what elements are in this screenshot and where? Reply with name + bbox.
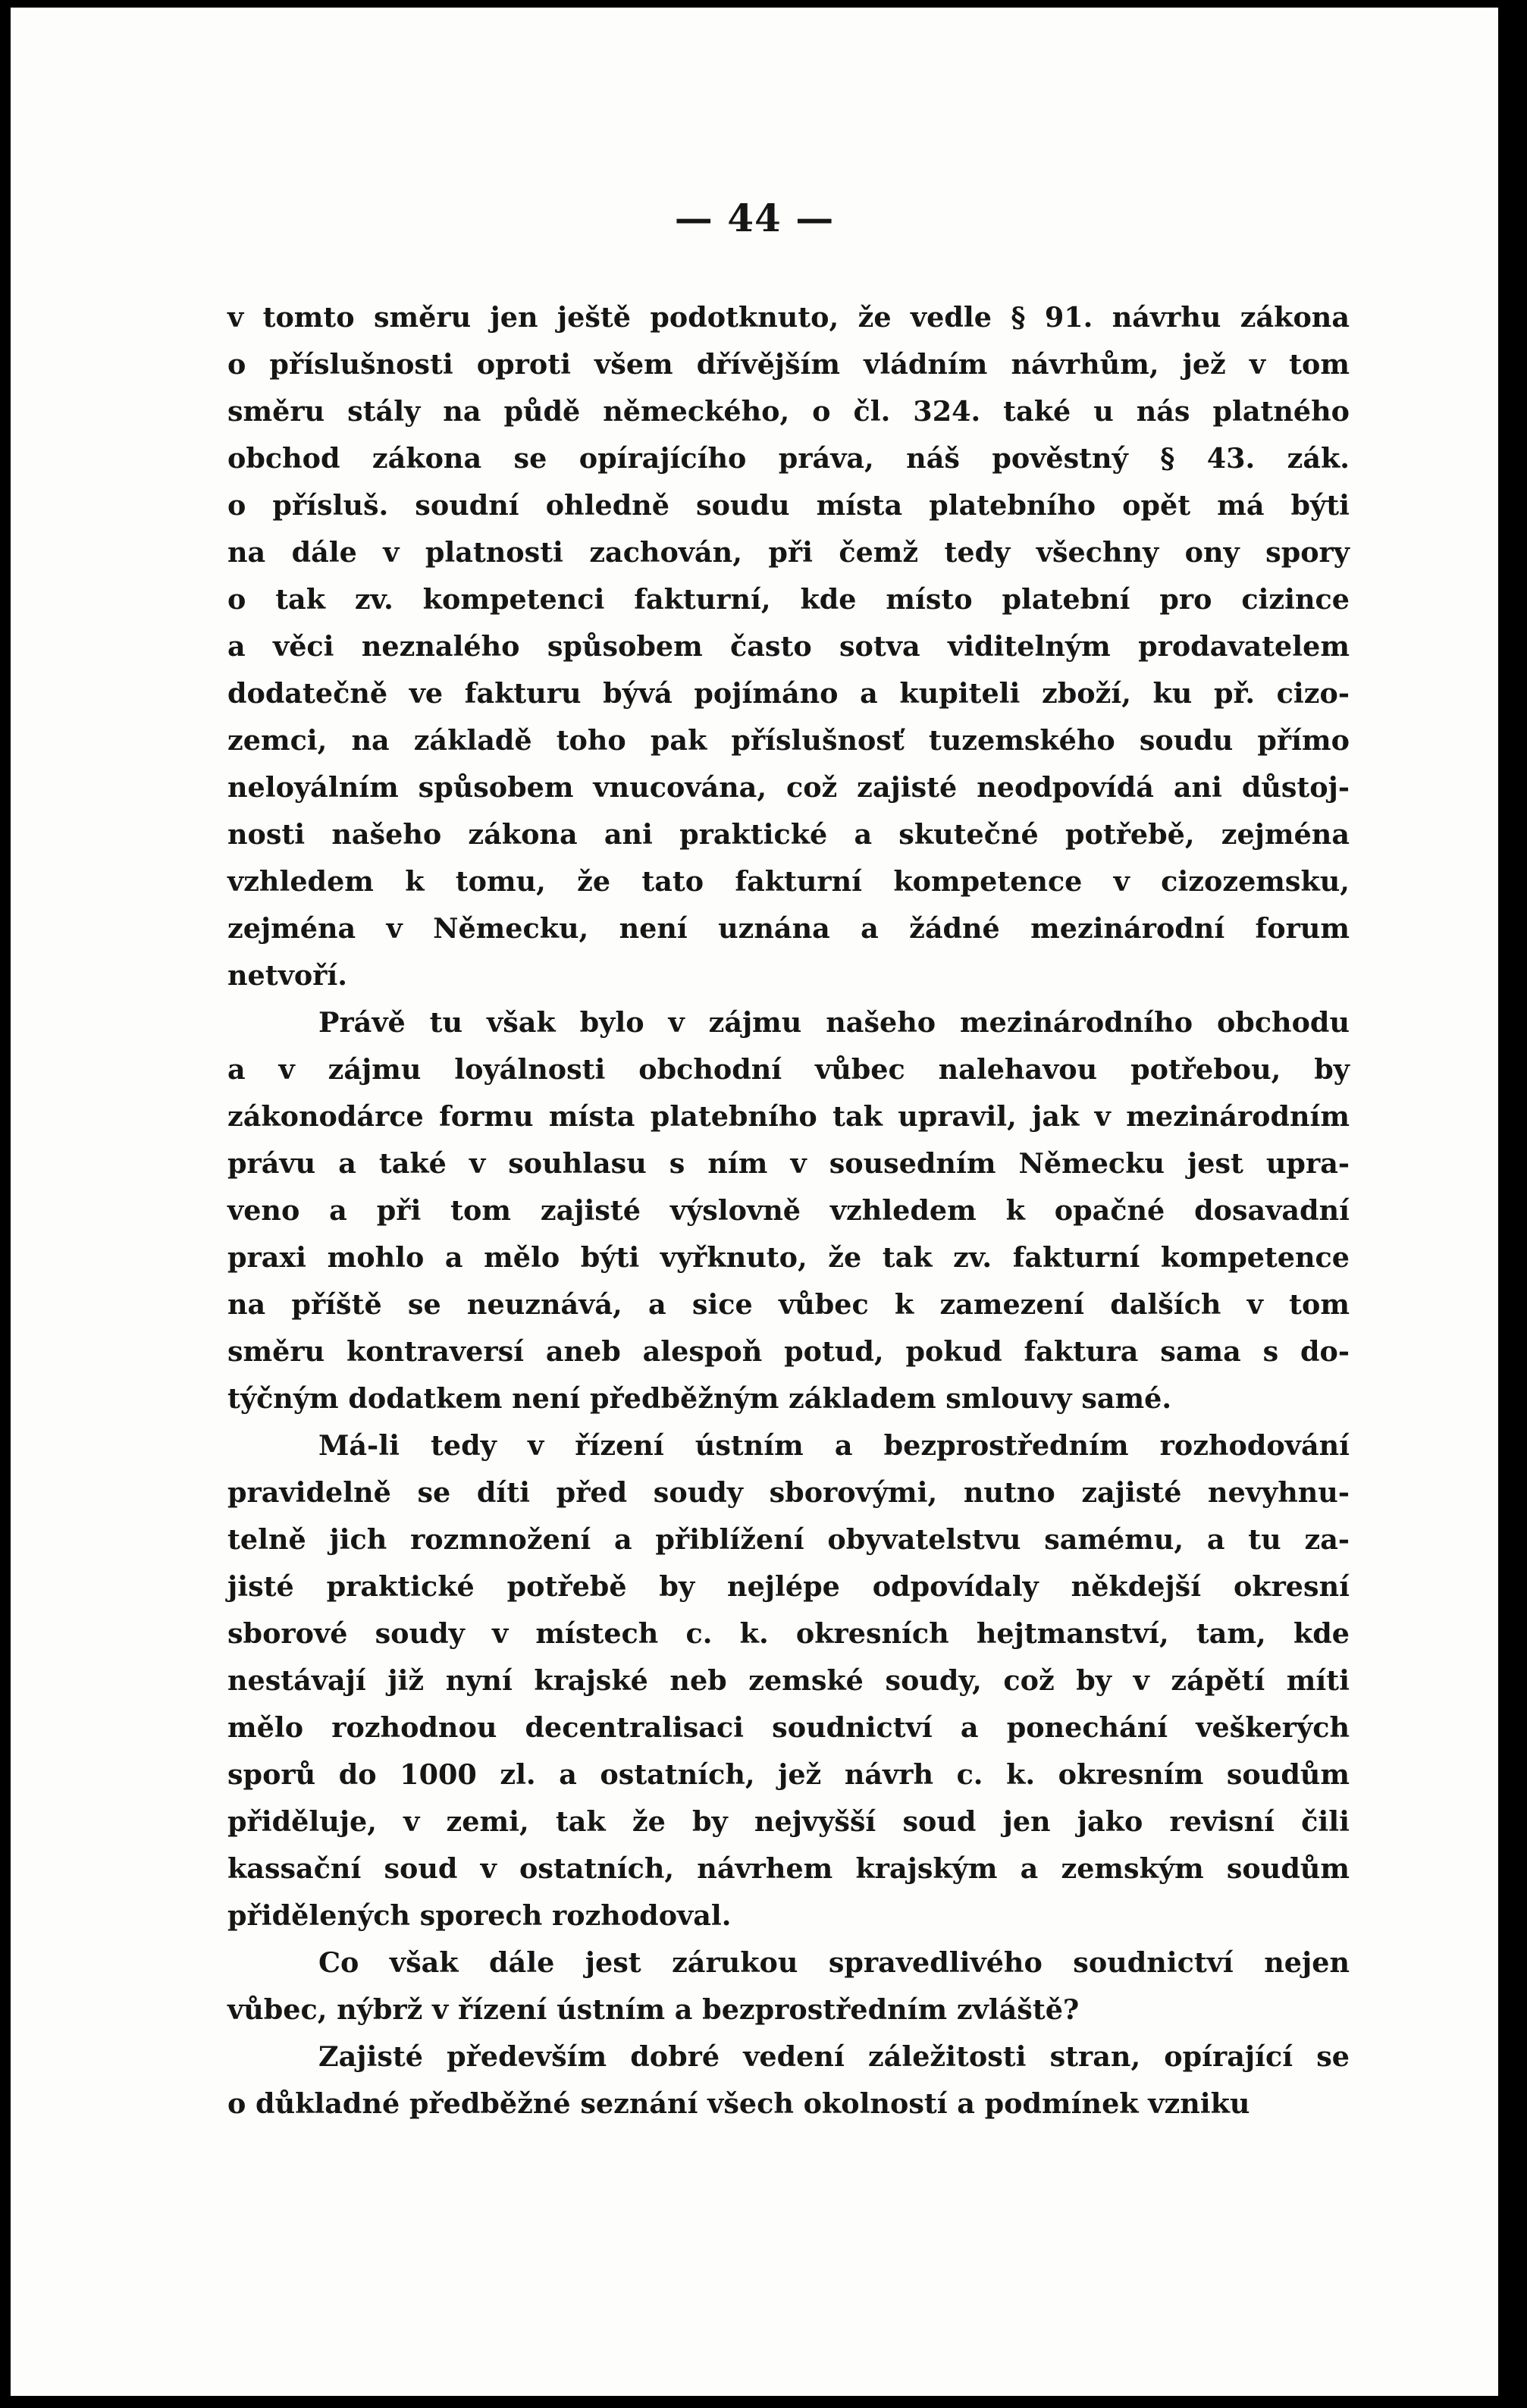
text-line: přidělených sporech rozhodoval. [227,1899,732,1932]
text-line: sporů do 1000 zl. a ostatních, jež návrh c. k. okresním soudům [227,1758,1350,1791]
page-number: — 44 — [674,196,835,240]
text-line: na příště se neuznává, a sice vůbec k zamezení dalších v tom [227,1288,1350,1321]
text-line: zemci, na základě toho pak příslušnosť tuzemského soudu přímo [227,724,1350,757]
text-line: Má-li tedy v řízení ústním a bezprostředním rozhodování [318,1429,1350,1462]
text-line: obchod zákona se opírajícího práva, náš pověstný § 43. zák. [227,442,1350,475]
text-line: sborové soudy v místech c. k. okresních hejtmanství, tam, kde [227,1617,1350,1650]
text-line: vzhledem k tomu, že tato fakturní kompetence v cizozemsku, [227,865,1350,898]
text-line: neloyálním spůsobem vnucována, což zajisté neodpovídá ani důstoj- [227,771,1350,804]
text-line: směru kontraversí aneb alespoň potud, pokud faktura sama s do- [227,1335,1350,1368]
text-line: dodatečně ve fakturu bývá pojímáno a kupiteli zboží, ku př. cizo- [227,677,1350,710]
text-line: kassační soud v ostatních, návrhem krajským a zemským soudům [227,1852,1350,1885]
text-line: právu a také v souhlasu s ním v sousedním Německu jest upra- [227,1147,1350,1180]
text-line: a věci neznalého spůsobem často sotva viditelným prodavatelem [227,630,1350,663]
text-line: mělo rozhodnou decentralisaci soudnictví a ponechání veškerých [227,1711,1350,1744]
body-text [227,294,1350,2127]
text-line: nestávají již nyní krajské neb zemské soudy, což by v zápětí míti [227,1664,1350,1697]
text-line: telně jich rozmnožení a přiblížení obyvatelstvu samému, a tu za- [227,1523,1350,1556]
text-line: vůbec, nýbrž v řízení ústním a bezprostředním zvláště? [227,1993,1080,2026]
text-line: o důkladné předběžné seznání všech okolností a podmínek vzniku [227,2087,1250,2120]
text-line: směru stály na půdě německého, o čl. 324. také u nás platného [227,395,1350,428]
text-line: zákonodárce formu místa platebního tak upravil, jak v mezinárodním [227,1100,1350,1133]
text-line: Právě tu však bylo v zájmu našeho mezinárodního obchodu [318,1006,1350,1039]
text-line: Zajisté především dobré vedení záležitosti stran, opírající se [318,2040,1350,2073]
text-line: veno a při tom zajisté výslovně vzhledem k opačné dosavadní [227,1194,1350,1227]
text-line: o příslušnosti oproti všem dřívějším vládním návrhům, jež v tom [227,348,1350,381]
text-line: jisté praktické potřebě by nejlépe odpovídaly někdejší okresní [227,1570,1350,1603]
text-line: na dále v platnosti zachován, při čemž tedy všechny ony spory [227,536,1350,569]
text-line: přiděluje, v zemi, tak že by nejvyšší soud jen jako revisní čili [227,1805,1350,1838]
text-line: praxi mohlo a mělo býti vyřknuto, že tak zv. fakturní kompetence [227,1241,1350,1274]
scanned-page [11,8,1498,2396]
text-line: v tomto směru jen ještě podotknuto, že vedle § 91. návrhu zákona [227,301,1350,334]
text-line: zejména v Německu, není uznána a žádné mezinárodní forum [227,912,1350,945]
text-line: netvoří. [227,959,347,992]
text-line: Co však dále jest zárukou spravedlivého soudnictví nejen [318,1946,1350,1979]
text-line: nosti našeho zákona ani praktické a skutečné potřebě, zejména [227,818,1350,851]
text-line: a v zájmu loyálnosti obchodní vůbec nalehavou potřebou, by [227,1053,1350,1086]
text-line: pravidelně se díti před soudy sborovými, nutno zajisté nevyhnu- [227,1476,1350,1509]
text-line: o přísluš. soudní ohledně soudu místa platebního opět má býti [227,489,1350,522]
text-line: o tak zv. kompetenci fakturní, kde místo platební pro cizince [227,583,1350,616]
text-line: týčným dodatkem není předběžným základem smlouvy samé. [227,1382,1172,1415]
